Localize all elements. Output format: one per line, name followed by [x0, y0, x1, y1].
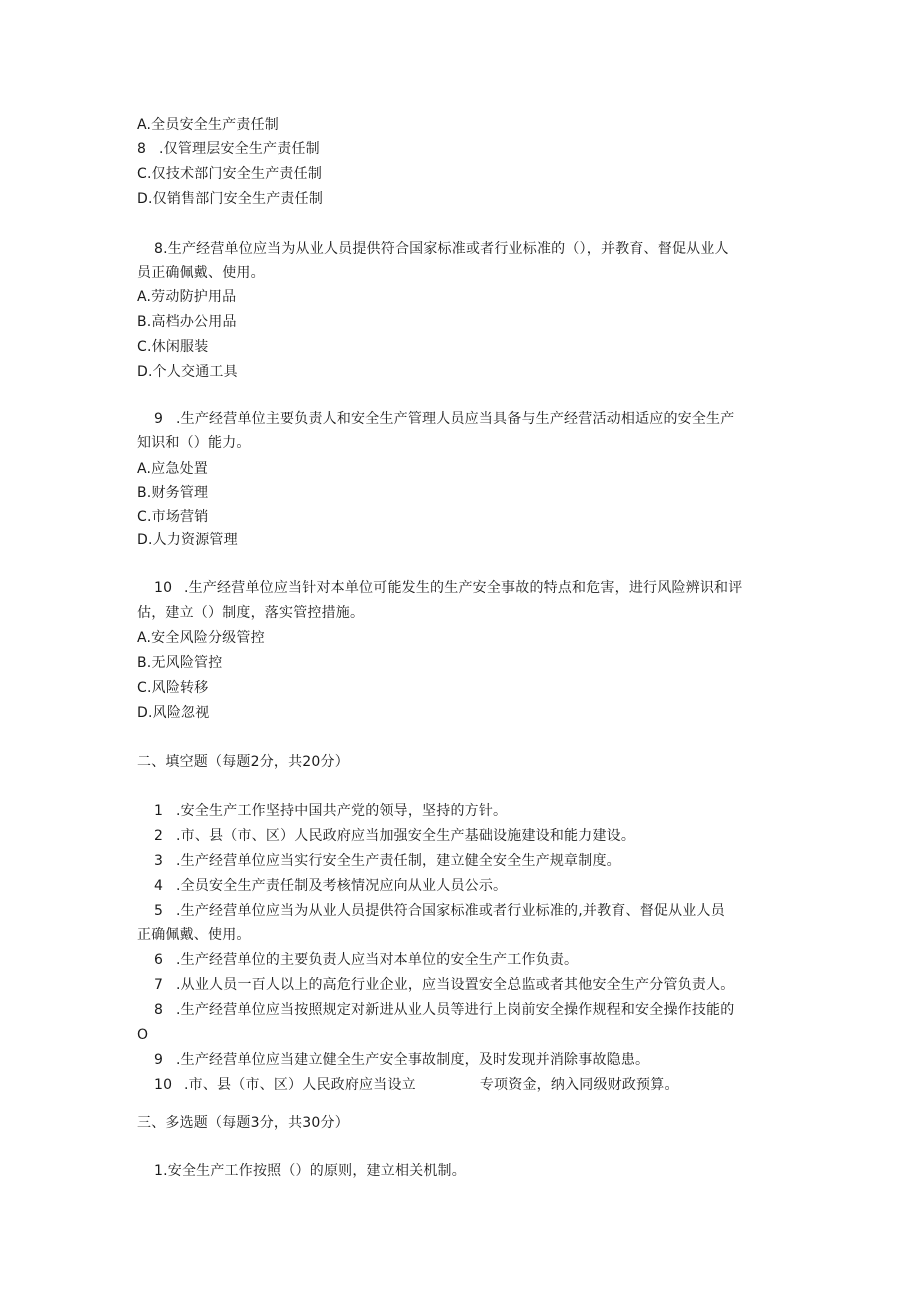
- fill-item-num: 7: [154, 977, 164, 993]
- section2-title: 二、填空题（每题2分，共20分）: [137, 754, 349, 770]
- q8-stem-line2: 员正确佩戴、使用。: [137, 265, 265, 281]
- fill-item-text: .市、县（市、区）人民政府应当设立: [184, 1077, 416, 1093]
- q9-num: 9: [154, 411, 164, 427]
- fill-item-text-after: 专项资金，纳入同级财政预算。: [479, 1077, 679, 1093]
- q10-option-a: A.安全风险分级管控: [137, 630, 265, 646]
- q10-stem-line1: [154, 578, 742, 598]
- fill-item-5-cont: 正确佩戴、使用。: [137, 927, 251, 943]
- q7-option-b-text: .仅管理层安全生产责任制: [159, 141, 320, 157]
- q7-option-b-num: 8: [137, 141, 147, 157]
- q9-stem-line1: [154, 409, 734, 429]
- q9-option-a: A.应急处置: [137, 461, 208, 477]
- q10-stem-line2: 估，建立（）制度，落实管控措施。: [137, 605, 365, 621]
- q8-option-a: A.劳动防护用品: [137, 289, 237, 305]
- fill-item-num: 2: [154, 828, 164, 844]
- q8-option-b: B.高档办公用品: [137, 314, 237, 330]
- q7-option-b: [137, 139, 320, 159]
- fill-item-num: 10: [154, 1077, 173, 1093]
- fill-item-num: 8: [154, 1002, 164, 1018]
- fill-item-num: 3: [154, 853, 164, 869]
- fill-item-4: [154, 876, 507, 896]
- q7-option-d: D.仅销售部门安全生产责任制: [137, 191, 324, 207]
- fill-item-text: .全员安全生产责任制及考核情况应向从业人员公示。: [176, 878, 508, 894]
- fill-item-3: [154, 851, 621, 871]
- fill-item-1: [154, 801, 507, 821]
- q9-stem-text: .生产经营单位主要负责人和安全生产管理人员应当具备与生产经营活动相适应的安全生产: [176, 411, 735, 427]
- fill-item-5: [154, 901, 725, 921]
- fill-item-2: [154, 826, 635, 846]
- fill-item-10: [154, 1075, 679, 1095]
- q8-option-d: D.个人交通工具: [137, 364, 238, 380]
- q10-option-c: C.风险转移: [137, 680, 209, 696]
- q7-option-c: C.仅技术部门安全生产责任制: [137, 166, 323, 182]
- fill-item-num: 6: [154, 952, 164, 968]
- section3-title: 三、多选题（每题3分，共30分）: [137, 1115, 349, 1131]
- q8-option-c: C.休闲服装: [137, 339, 209, 355]
- fill-item-8: [154, 1000, 734, 1020]
- multi-q1-stem: 1.安全生产工作按照（）的原则，建立相关机制。: [154, 1163, 466, 1179]
- q7-option-a: A.全员安全生产责任制: [137, 117, 279, 133]
- fill-item-num: 4: [154, 878, 164, 894]
- fill-item-9: [154, 1050, 649, 1070]
- q9-option-c: C.市场营销: [137, 509, 209, 525]
- q10-option-b: B.无风险管控: [137, 655, 223, 671]
- fill-item-6: [154, 950, 578, 970]
- q9-stem-line2: 知识和（）能力。: [137, 435, 251, 451]
- fill-item-7: [154, 975, 734, 995]
- q10-num: 10: [154, 580, 173, 596]
- fill-item-text: .生产经营单位应当建立健全生产安全事故制度，及时发现并消除事故隐患。: [176, 1052, 650, 1068]
- fill-item-num: 5: [154, 903, 164, 919]
- q8-stem-line1: 8.生产经营单位应当为从业人员提供符合国家标准或者行业标准的（），并教育、督促从业人: [154, 241, 729, 257]
- q10-stem-text: .生产经营单位应当针对本单位可能发生的生产安全事故的特点和危害，进行风险辨识和评: [184, 580, 743, 596]
- fill-item-8-cont: O: [137, 1027, 149, 1043]
- fill-item-text: .生产经营单位应当按照规定对新进从业人员等进行上岗前安全操作规程和安全操作技能的: [176, 1002, 735, 1018]
- q10-option-d: D.风险忽视: [137, 705, 210, 721]
- fill-item-num: 1: [154, 803, 164, 819]
- fill-item-text: .生产经营单位应当为从业人员提供符合国家标准或者行业标准的,并教育、督促从业人员: [176, 903, 725, 919]
- fill-item-text: .生产经营单位的主要负责人应当对本单位的安全生产工作负责。: [176, 952, 579, 968]
- fill-item-num: 9: [154, 1052, 164, 1068]
- fill-item-text: .从业人员一百人以上的高危行业企业，应当设置安全总监或者其他安全生产分管负责人。: [176, 977, 735, 993]
- fill-item-text: .生产经营单位应当实行安全生产责任制，建立健全安全生产规章制度。: [176, 853, 621, 869]
- q9-option-b: B.财务管理: [137, 485, 209, 501]
- fill-item-text: .安全生产工作坚持中国共产党的领导，坚持的方针。: [176, 803, 508, 819]
- q9-option-d: D.人力资源管理: [137, 532, 238, 548]
- fill-item-text: .市、县（市、区）人民政府应当加强安全生产基础设施建设和能力建设。: [176, 828, 636, 844]
